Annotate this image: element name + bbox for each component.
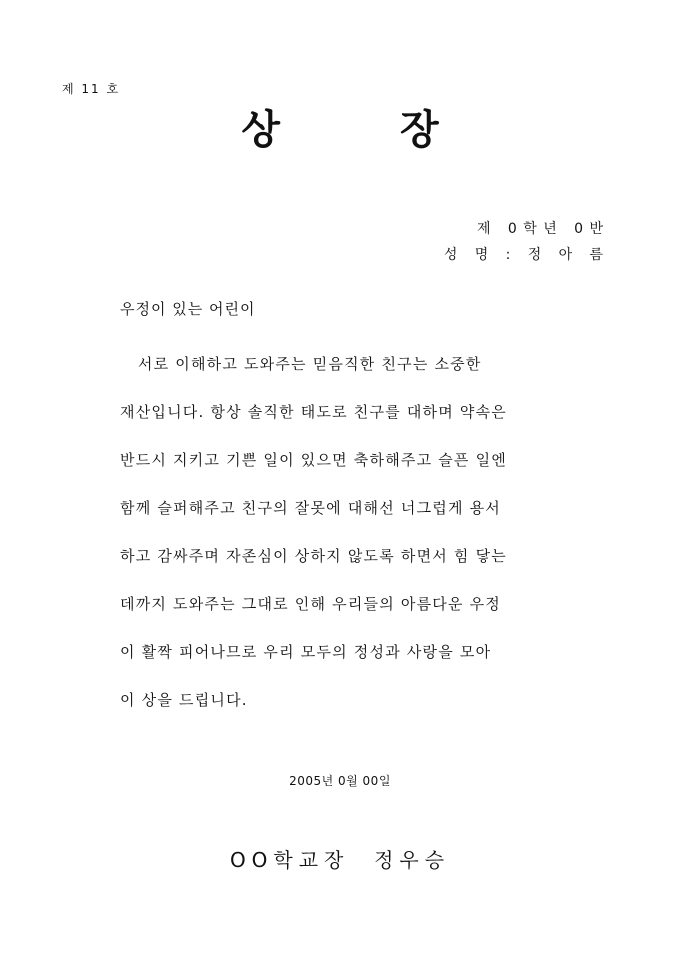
principal-signature: OO학교장 정우승 xyxy=(229,848,451,872)
recipient-name: 성 명 : 정 아 름 xyxy=(443,247,604,263)
body-line: 이 상을 드립니다. xyxy=(120,691,248,709)
award-date: 2005년 0월 00일 xyxy=(289,774,391,788)
body-line: 함께 슬퍼해주고 친구의 잘못에 대해선 너그럽게 용서 xyxy=(120,499,501,517)
award-body xyxy=(120,340,570,724)
body-line: 반드시 지키고 기쁜 일이 있으면 축하해주고 슬픈 일엔 xyxy=(120,451,507,469)
body-line: 이 활짝 피어나므로 우리 모두의 정성과 사랑을 모아 xyxy=(120,643,492,661)
recipient-class: 제 0 학 년 0 반 xyxy=(477,221,604,237)
recipient-block xyxy=(444,216,604,268)
title-char-left: 상 xyxy=(241,107,280,153)
award-heading: 우정이 있는 어린이 xyxy=(120,300,256,318)
body-line: 데까지 도와주는 그대로 인해 우리들의 아름다운 우정 xyxy=(120,595,501,613)
certificate-number: 제 11 호 xyxy=(62,82,121,96)
title-char-right: 장 xyxy=(400,107,439,153)
certificate-title xyxy=(0,98,680,155)
body-line: 하고 감싸주며 자존심이 상하지 않도록 하면서 힘 닿는 xyxy=(120,547,507,565)
body-line: 서로 이해하고 도와주는 믿음직한 친구는 소중한 xyxy=(120,355,482,373)
body-line: 재산입니다. 항상 솔직한 태도로 친구를 대하며 약속은 xyxy=(120,403,507,421)
